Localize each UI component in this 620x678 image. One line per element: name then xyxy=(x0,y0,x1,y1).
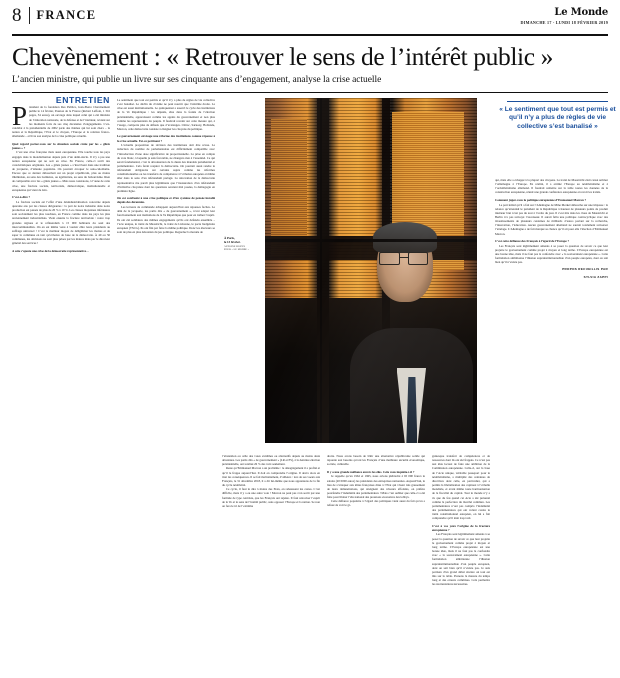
answer-6: l’abstention ou celle des votes extrêmes ou alternatifs depuis au moins deux décennies. Les partis dits « de gouvernement » (LR et PS), à la dernière élection présidentielle, ont totalisé 26 % des voix seulement. xyxy=(222,454,320,467)
column-5 xyxy=(432,454,490,587)
caption-line-1: À Paris, xyxy=(224,236,235,240)
lead-paragraph: résident de la fondation Res Publica, Jean-Pierre Chevènement publie le 14 février, Passion de la France (Robert Laffont, 1 316 pages, 34 euros), un ouvrage dans lequel celui qui a été ministre de l’éducation nationale, de la défense et de l’intérieur, revient sur les moments forts de ses cinq décennies d’engagements. L’ex-candidat à la présidentielle de 2002 parle des thèmes qui lui sont chers – la nation et la République, l’Etat et le citoyen, l’Europe et la relation franco-allemande – et livre son analyse de la crise politique actuelle. xyxy=(12,105,110,139)
answer-4: L’actuelle proposition de révision des institutions doit être revue. La réduction du nombre de parlementaires est difficilement compatible avec l’introduction d’une dose significative de proportionnelle. La prise en compte du vote blanc, à laquelle je suis favorable, ne changera rien à l’essentiel. Ce qui serait fondamental, c’est la déconnexion de la durée des mandats présidentiel et parlementaire. Cela ferait respirer la démocratie. On pourrait aussi rendre le référendum obligatoire sur certains sujets comme les réformes constitutionnelles ou les transferts de compétence à l’échelon européen et même aller dans le sens d’un référendum partagé. La rénovation de la démocratie représentative me paraît plus légitimante que l’instauration d’un référendum d’initiative citoyenne dont les questions seraient mal posées, la démagogie en première ligne. xyxy=(117,143,215,193)
pull-quote xyxy=(495,98,620,136)
photo-credit-1: ANTOINE DOYEN xyxy=(224,246,246,249)
answer-9: droite. Nous avons besoin de bâtir une alternative républicaine solide qui réponde aux besoins qu’ont les Français d’une meilleure sécurité économique, sociale, culturelle. xyxy=(327,454,425,467)
page-number: 8 xyxy=(12,5,22,26)
article-columns xyxy=(12,95,616,658)
masthead-left xyxy=(12,6,96,25)
question-8: Comment jugez-vous la politique européenne d’Emmanuel Macron ? xyxy=(495,197,587,202)
folio-divider xyxy=(29,7,30,24)
photo-glass-sheen xyxy=(265,98,477,443)
drop-cap: P xyxy=(12,101,28,132)
answer-2: La fracture sociale est l’effet d’une désindustrialisation concertée depuis quarante ans par les classes dirigeantes : la part de notre industrie dans notre production est passée de plus de 20 % à 10 %. Les classes moyennes inférieures sont socialement les plus touchées, en France comme dans les pays les plus anciennement industrialisés. Vient ensuite la fracture territoriale : notre trop grandes régions et le référendum à 15 000 habitants du seul des intercommunalités. On en est même venu à vouloir élire leurs présidents au suffrage universel ! C’est le meilleur moyen de déligitimer les maires et de saper la commune en tant qu’échelon de base de la démocratie. À 40 ou 50 communes, les décisions ne sont plus prises par les maires mais par le directeur général des services ! xyxy=(12,199,110,246)
header-rule xyxy=(12,34,608,36)
column-4 xyxy=(327,454,425,508)
article-photo xyxy=(265,98,477,443)
column-3 xyxy=(222,454,320,508)
photo-credit-2: POUR « LE MONDE » xyxy=(224,249,250,252)
question-1: Quel regard portez-vous sur la situation sociale créée par les « gilets jaunes » ? xyxy=(12,141,110,150)
answer-3: Le sentiment que tout est permis et qu’il n’y a plus de règles de vie collective s’est banalisé. Le déclin du civisme ne peut nourrir que l’extrême droite. La crise est aussi institutionnelle. Le quinquennat a asservi le cycle des institutions de la Ve République : les députés, élus dans la foulée de l’élection présidentielle, apparaissent comme les agents du gouvernement et non plus comme les représentants du peuple. Il faudrait revenir sur cette mesure qui, à l’usage, comporte plus de défauts que d’avantages. Chirac, Sarkozy, Hollande, Macron, cette démocratie consiste à éloigner les citoyens du politique. xyxy=(117,98,215,132)
pull-quote-text: « Le sentiment que tout est permis et qu’il n’y a plus de règles de vie collective s’est banalisé » xyxy=(499,105,616,130)
column-6 xyxy=(495,178,608,279)
le-monde-logo: Le Monde xyxy=(554,7,608,18)
pull-quote-rule xyxy=(507,101,608,102)
page-title: Chevènement : « Retrouver le sens de l’intérêt public » xyxy=(12,42,553,71)
question-9: C’est cette défiance des Français à l’égard de l’Europe ? xyxy=(495,238,570,243)
answer-13: Les Français sont légitimement amenés à se poser la question de savoir ce que leur projette le gouvernement comme projet à moyen et long terme. L’Europe européenne est une bonne idée, mais il ne faut pas la confondre avec « la souveraineté européenne ». Cette formulation ambitionne l’illusion suprainstitutionnaliste d’un peuple européen, dont on sait bien qu’il n’existe pas. Je suis partisan d’un grand débat sincère où tout est mis sur la table. Prenons la mesure du temps long et des erreurs commises. Cela permettra les réorientations nécessaires. xyxy=(432,532,490,587)
caption-line-2: le 13 février. xyxy=(224,240,241,245)
byline-author: SYLVIA ZAPPI xyxy=(583,274,608,279)
question-3: A cela s’ajoute une crise de la démocratie représentative… xyxy=(12,248,90,253)
question-5: On est confronté à une crise politique et d’un système de pensée installé depuis des décennies. xyxy=(117,196,215,205)
standfirst: L’ancien ministre, qui publie un livre sur ses cinquante ans d’engagement, analyse la crise actuelle xyxy=(12,75,382,85)
answer-8: Ce cycle, il faut le dire à moins des Etats, en rehaussant les castes. C’est difficile, mais il y a eu une autre voie ! Macron ne peut pas s’en sortir par une formule de type centriste, que les Français ont rejetée. Il faut retrouver l’esprit de la Ve et le sens de l’intérêt public, sans opposer l’Europe et la nation. Se non on fera le tri de l’extrême xyxy=(222,487,320,508)
answer-15: Le pari initial qu’il a fait sur l’Allemagne de Mme Merkel débouche sur une impasse : la relance qu’attendait le président de la République à hauteur de plusieurs points de produit intérieur brut n’est pas du tout à l’ordre du jour. Il s’est mis dans les clous de Maastricht et Berlin n’a pas renvoyé l’ascenseur. Il aurait fallu une politique contracyclique avec des investissements de plusieurs centaines de milliards d’euros portant sur la recherche, l’innovation, l’éducation. Aucun gouvernement allemand ne saurait totalement renverser l’attelage. L’Allemagne a de fait marqué sa chance qu’il ait pour elle l’élection d’Emmanuel Macron. xyxy=(495,202,608,236)
question-2: C’est-à-dire ? xyxy=(12,195,31,200)
title-rule xyxy=(12,92,608,93)
photo-caption xyxy=(224,236,262,252)
question-4: Le gouvernement envisage une réforme des institutions comme réponse à la crise actuelle. Est-ce pertinent ? xyxy=(117,134,215,143)
question-6: Il y a une grande méfiance envers les élus. Cela vous inquiète-t-il ? xyxy=(327,469,415,474)
answer-12: gantesque transfert de compétences et de ressources dont ils ont été frappés. Ce n’est pas aux élus locaux de faire une ambition de la Commission européenne. Celle-ci, sur la base de l’Acte unique, véritable passeport pour le néolibéralisme, a multiplié des centaines de directives dont celle, en particulier, qui a permis la libéralisation des capitaux à l’échelle mondiale, et avant même toute harmonisation de la fiscalité du capital. Tout le monde n’y a vu que du feu quand cet Acte a été présenté comme la perfection du marché commun. Les parlementaires n’ont pas compris l’indemnité des parlementaires qui ont volant contre le traité constitutionnel européen, on lui a fait comprendre qu’il était trop tard. xyxy=(432,454,490,521)
masthead xyxy=(12,0,608,25)
section-title: FRANCE xyxy=(36,8,97,22)
masthead-right xyxy=(521,6,608,25)
column-2 xyxy=(117,98,215,234)
answer-7: Reste qu’Emmanuel Macron a un problème : le désagrègement il a profité et qu’il le frappe aujourd’hui. Il doit en comprendre l’origine. Il devra alors en tirer les conséquences. Il se fait maltraitement, d’ailleurs : lors de ses voeux aux Français, le 31 décembre 2018, il a dit lui-même que nous apprenions de la fin du cycle néolibéral. xyxy=(222,466,320,488)
dateline: DIMANCHE 17 - LUNDI 18 FÉVRIER 2019 xyxy=(520,19,608,25)
question-7: C’est à vos yeux l’origine de la fracture européenne ? xyxy=(432,523,490,532)
answer-16: Les Français sont légitimement amenés à se poser la question de savoir ce que leur projette le gouvernement comme projet à moyen et long terme. L’Europe européenne est une bonne idée, mais il ne faut pas la confondre avec « la souveraineté européenne ». Cette formulation ambitionne l’illusion suprainstitutionnaliste d’un peuple européen, dont on sait bien qu’il n’existe pas. xyxy=(495,243,608,265)
kicker-entretien: ENTRETIEN xyxy=(55,95,110,105)
answer-1: C’est une crise française mais aussi européenne. Elle touche tous les pays engagés dans la mondialisation depuis près d’un demi-siècle. Il n’y a pas une nation européenne qui ne soit en crise. En France, celle-ci revêt des caractéristiques originales. Les « gilets jaunes » s’inscrivent dans une tradition de jacquerie, d’émeute populaire. On pourrait évoquer le sans-culottisme. Encore que ce dernier débouchait sur un projet républicain, plus ou moins illuministe, au sens des Lumières, ou égalitariste, au sens du babouvisme. Rien de comparable avec les « gilets jaunes ». Mais nous constatons, à l’aune de cette crise, une fracture sociale, territoriale, démocratique, institutionnelle et européenne qui vient de loin. xyxy=(12,150,110,192)
answer-10: Je rappelle qu’en 1962 et 1965, nous avions plébiscité à 65 000 francs le salaire (20 0000 euros) les présidents des entreprises nationales. Aujourd’hui, le lieu de s’attaquer aux élites françaises dites à l’Etat qui vivent très grassement de leurs rémunérations, qui atteignent des niveaux affolants, on préfère pourfendre l’indemnité des parlementaires ! Mais c’est oublier que celle-ci a été faite pour libérer l’élu national des pressions excessives des lobbys. xyxy=(327,474,425,500)
lead-paragraph-block xyxy=(12,101,110,139)
answer-5: Les lecteurs de commande échappent aujourd’hui aux réponses faciles. Le déni de la jacquerie, les partis dits « de gouvernement », n’ont adapté leur fonctionnement aux institutions de la Ve République que pour en traîner l’esprit. Ils ont été solidaires des mêmes engagements qu’ils ont défendu ensemble – l’acte unique, le traité de Maastricht, le traité de Lisbonne, le pacte budgétaire européen (TSCG). Ils ont fini par faire la même politique. Donc les électeurs se sont de plus en plus détournés du jeu politique. Regardez la montée de xyxy=(117,205,215,234)
answer-14: qui, mais elle a échappé à la plupart des citoyens. La traité de Maastricht était censé arrimer l’Allemagne à l’Europe. En réalité, il a arrimé l’Europe au néolibéralisme et à l’ordolibéralisme allemand. Il faudrait remettre sur la table toutes les données de la construction européenne, réunir une grande conférence européenne et revoir les traités. xyxy=(495,178,608,195)
byline-label: PROPOS RECUEILLIS PAR xyxy=(562,267,608,272)
answer-11: Cette défiance populaire à l’égard des politiques vient aussi du fait qu’on a refusé de voir le gi- xyxy=(327,499,425,508)
column-1 xyxy=(12,95,110,253)
